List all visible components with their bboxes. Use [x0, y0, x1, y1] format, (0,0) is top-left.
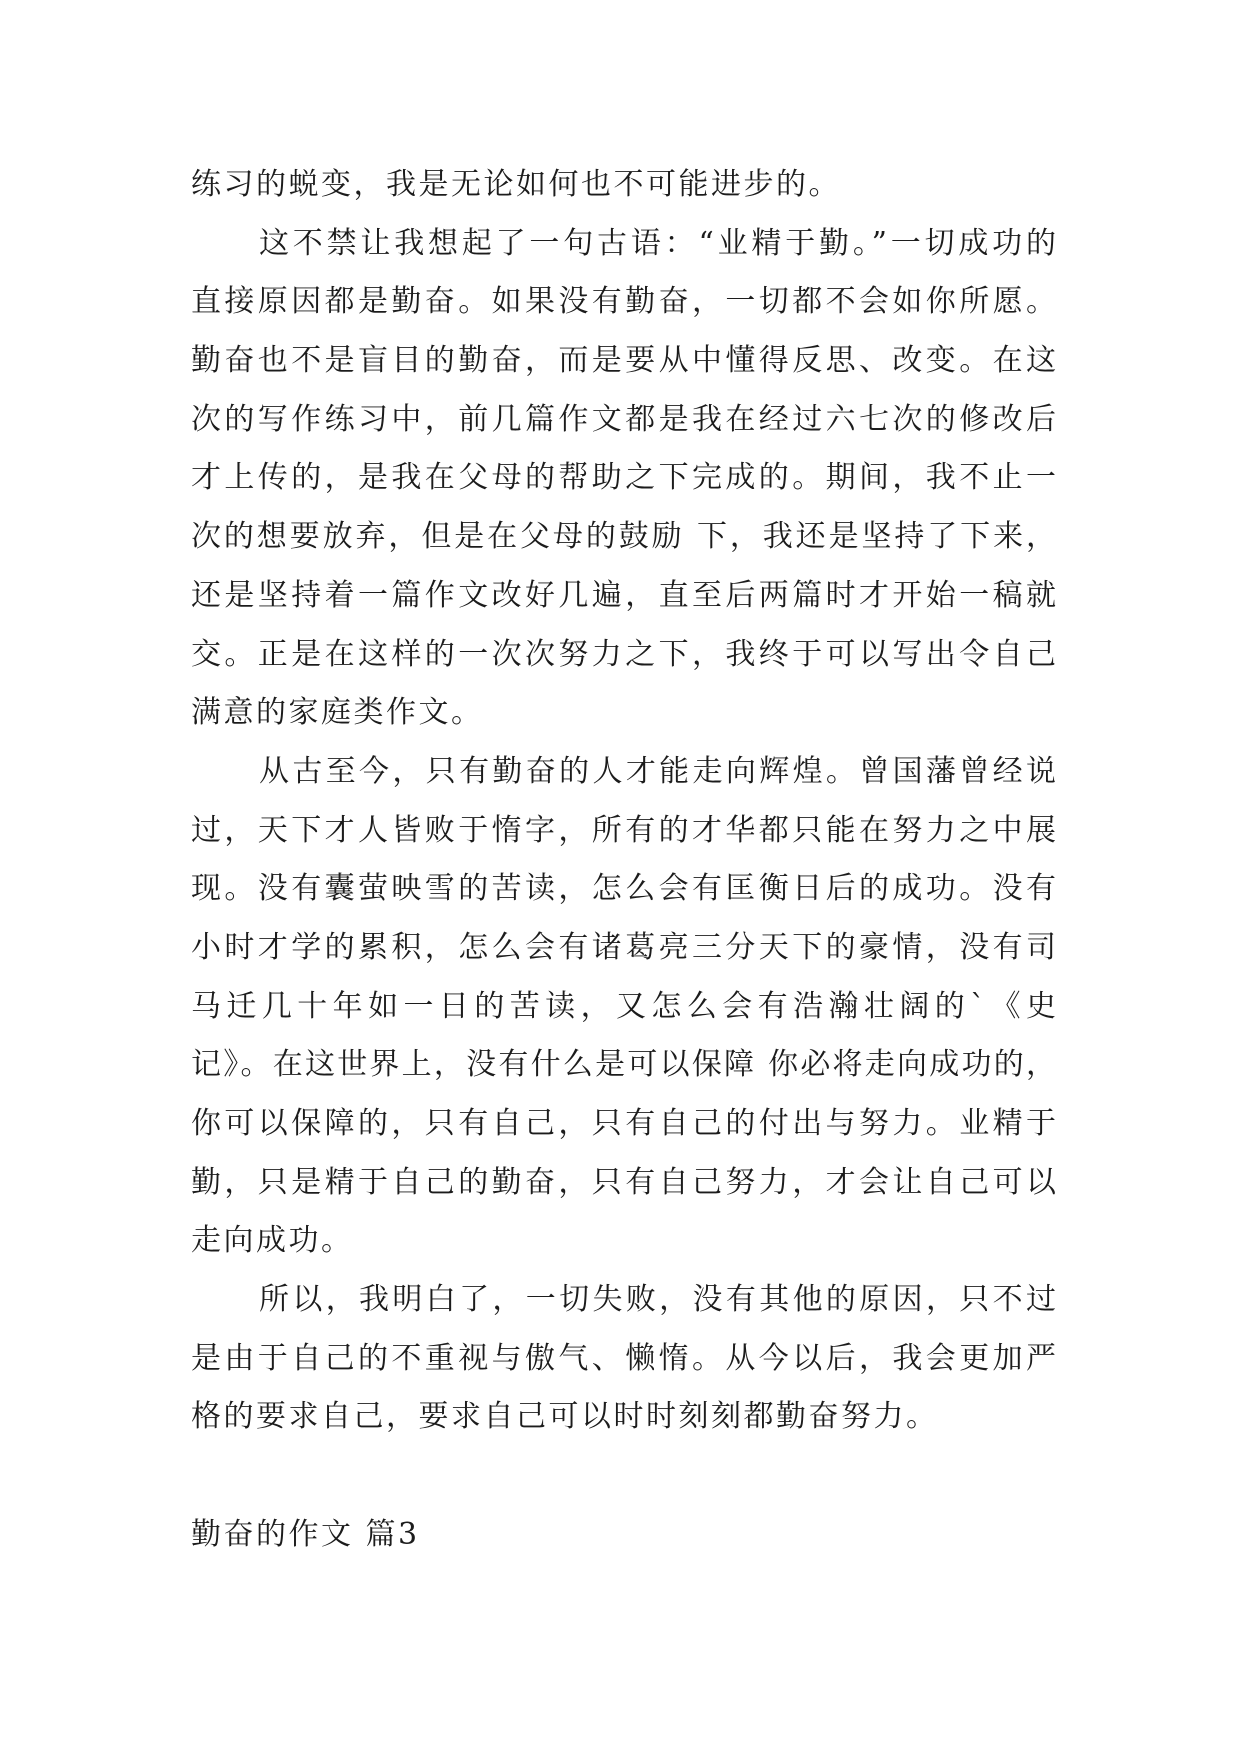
- text-line: 次的写作练习中，前几篇作文都是我在经过六七次的修改后: [191, 401, 1057, 437]
- text-line: 次的想要放弃，但是在父母的鼓励 下，我还是坚持了下来，: [191, 519, 1057, 555]
- text-line: 勤，只是精于自己的勤奋，只有自己努力，才会让自己可以: [191, 1164, 1057, 1200]
- text-line: 勤奋也不是盲目的勤奋，而是要从中懂得反思、改变。在这: [191, 343, 1057, 379]
- text-line: 还是坚持着一篇作文改好几遍，直至后两篇时才开始一稿就: [191, 577, 1057, 613]
- text-line: 过，天下才人皆败于惰字，所有的才华都只能在努力之中展: [191, 812, 1057, 848]
- paragraph: [191, 215, 1057, 743]
- text-line: 格的要求自己，要求自己可以时时刻刻都勤奋努力。: [191, 1399, 939, 1435]
- text-line: 练习的蜕变，我是无论如何也不可能进步的。: [191, 167, 841, 202]
- paragraph: [191, 743, 1057, 1271]
- text-line: 才上传的，是我在父母的帮助之下完成的。期间，我不止一: [191, 460, 1057, 496]
- section-heading: 勤奋的作文 篇3: [191, 1516, 420, 1552]
- text-line: 从古至今，只有勤奋的人才能走向辉煌。曾国藩曾经说: [259, 753, 1057, 789]
- text-line: 走向成功。: [191, 1223, 354, 1259]
- text-line: 你可以保障的，只有自己，只有自己的付出与努力。业精于: [191, 1106, 1057, 1141]
- text-line: 所以，我明白了，一切失败，没有其他的原因，只不过: [259, 1282, 1057, 1318]
- paragraph: [191, 1271, 1057, 1447]
- text-line: 这不禁让我想起了一句古语：“业精于勤。”一切成功的: [259, 225, 1057, 261]
- text-line: 满意的家庭类作文。: [191, 695, 484, 731]
- paragraph: [191, 156, 1057, 215]
- text-line: 小时才学的累积，怎么会有诸葛亮三分天下的豪情，没有司: [191, 929, 1057, 965]
- document-body: [191, 156, 1057, 1565]
- text-line: 直接原因都是勤奋。如果没有勤奋，一切都不会如你所愿。: [191, 284, 1057, 320]
- text-line: 现。没有囊萤映雪的苦读，怎么会有匡衡日后的成功。没有: [191, 871, 1057, 907]
- text-line: 记》。在这世界上，没有什么是可以保障 你必将走向成功的，: [191, 1047, 1057, 1083]
- text-line: 是由于自己的不重视与傲气、懒惰。从今以后，我会更加严: [191, 1340, 1057, 1376]
- text-line: 马迁几十年如一日的苦读，又怎么会有浩瀚壮阔的`《史: [191, 988, 1057, 1024]
- text-line: 交。正是在这样的一次次努力之下，我终于可以写出令自己: [191, 636, 1057, 672]
